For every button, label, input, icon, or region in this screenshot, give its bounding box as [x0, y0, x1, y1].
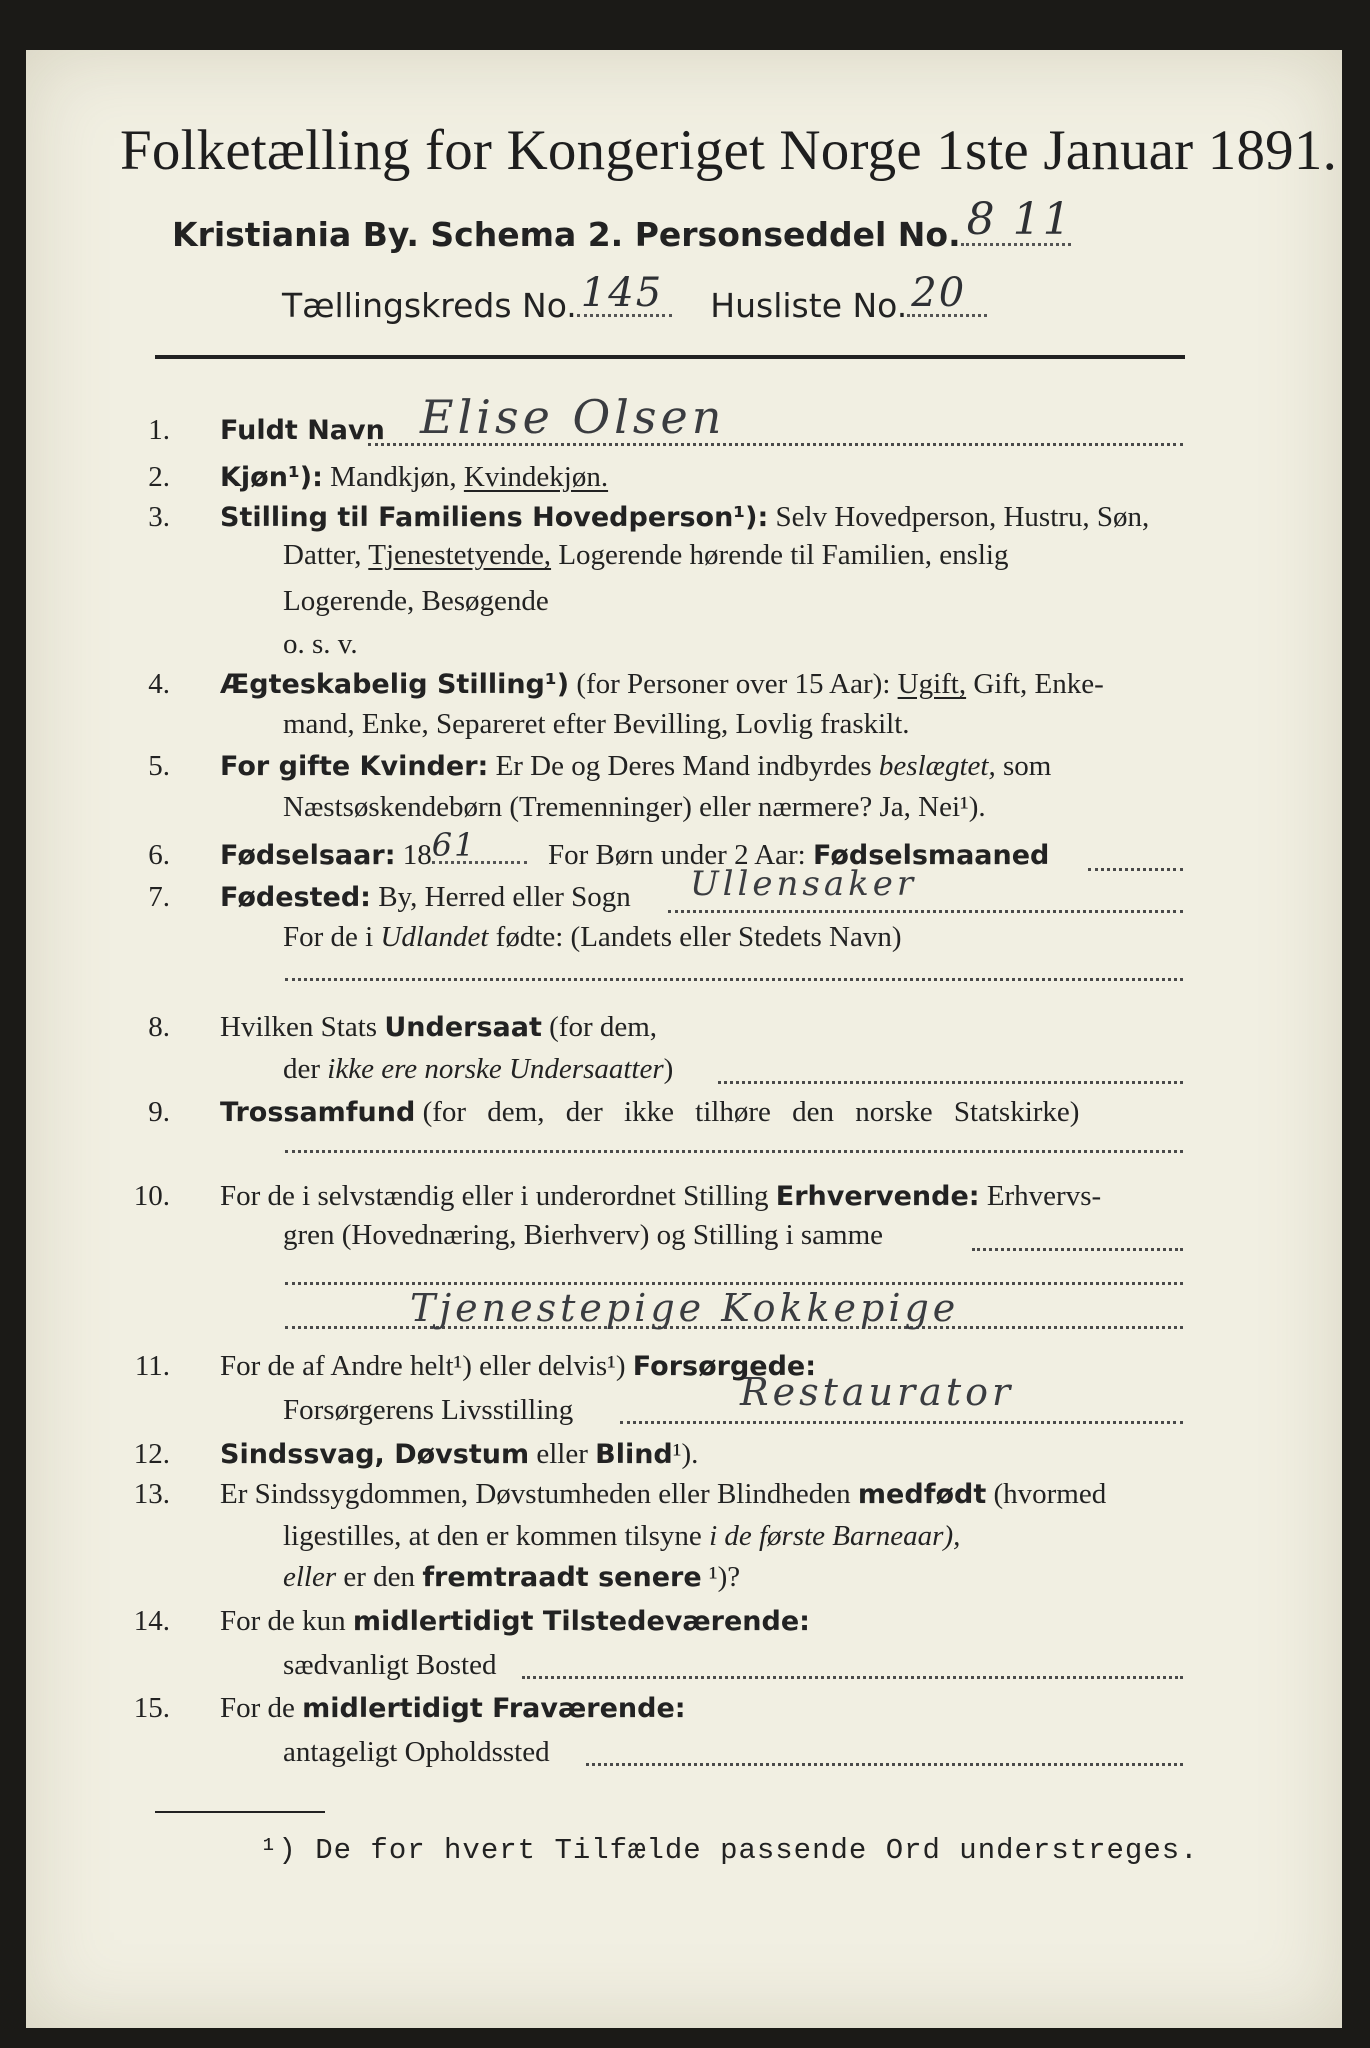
- item-text: [220, 1176, 1101, 1217]
- item-emph: ikke ere norske Undersaatter: [327, 1053, 664, 1085]
- item-text: Forsørgerens Livsstilling: [283, 1394, 574, 1426]
- birth-month-field: [1088, 868, 1183, 871]
- husliste-label: Husliste No.: [710, 286, 908, 325]
- item-options: Logerende hørende til Familien, enslig: [558, 539, 1009, 571]
- item-number: 9.: [148, 1096, 170, 1128]
- husliste-number: 20: [911, 270, 967, 316]
- item-number: 8.: [148, 1011, 170, 1043]
- item-question: Er Sindssygdommen, Døvstumheden eller Blindheden: [220, 1478, 851, 1510]
- option-male: Mandkjøn,: [330, 461, 457, 493]
- item-label: Forsørgede:: [632, 1351, 817, 1382]
- item-label: Trossamfund: [220, 1097, 416, 1128]
- item-footnote-mark: ¹).: [672, 1438, 699, 1470]
- usual-residence-field: [522, 1676, 1183, 1679]
- item-label: Undersaat: [384, 1012, 542, 1043]
- taellingskreds-number: 145: [580, 270, 664, 316]
- item-question: By, Herred eller Sogn: [378, 881, 631, 913]
- item-label: For gifte Kvinder:: [220, 751, 489, 782]
- item-emph: i de første Barneaar),: [709, 1520, 961, 1552]
- item-text: [220, 1346, 816, 1387]
- item-question-end: som: [1002, 750, 1052, 782]
- item-condition: (for dem, der ikke tilhøre den norske Statskirke): [422, 1096, 1080, 1128]
- item-text: [220, 826, 1050, 876]
- birthplace-field: [668, 910, 1183, 913]
- item-number: 3.: [148, 501, 170, 533]
- occupation-answer: Tjenestepige Kokkepige: [410, 1286, 960, 1330]
- item-number: 5.: [148, 750, 170, 782]
- header-rule: [155, 355, 1185, 359]
- item-text: [220, 1601, 810, 1642]
- item-options: Gift, Enke-: [973, 668, 1104, 700]
- foreign-birthplace-field: [285, 978, 1183, 981]
- item-text: [283, 1557, 740, 1598]
- birthplace-answer: Ullensaker: [690, 864, 918, 904]
- item-emph: Udlandet: [380, 921, 489, 953]
- item-number: 4.: [148, 668, 170, 700]
- item-question-end: (hvormed: [993, 1478, 1107, 1510]
- form-title: Folketælling for Kongeriget Norge 1ste Januar 1891.: [120, 119, 1338, 182]
- schema-line: [172, 194, 1073, 254]
- item-text: [220, 877, 631, 918]
- item-condition: der: [283, 1053, 321, 1085]
- item-text: [220, 1092, 1079, 1133]
- item-question-emph: beslægtet,: [878, 750, 996, 782]
- item-emph: eller: [283, 1561, 337, 1593]
- item-label: Erhvervende:: [775, 1181, 980, 1212]
- item-label: Fødselsaar:: [220, 840, 396, 871]
- item-label: Stilling til Familiens Hovedperson¹):: [220, 502, 769, 533]
- occupation-field-2: [285, 1282, 1183, 1285]
- item-question: Hvilken Stats: [220, 1011, 378, 1043]
- item-label: Fødested:: [220, 882, 371, 913]
- item-text: [283, 535, 1009, 575]
- item-text: [220, 1688, 686, 1729]
- religion-field: [285, 1150, 1183, 1153]
- item-label-2: Blind: [595, 1439, 673, 1470]
- husliste-field: [907, 270, 987, 317]
- item-number: 14.: [133, 1605, 170, 1637]
- item-condition: For de i selvstændig eller i underordnet Stilling: [220, 1180, 769, 1212]
- taellingskreds-label: Tællingskreds No.: [282, 286, 577, 325]
- name-answer: Elise Olsen: [420, 390, 726, 444]
- taellingskreds-field: [577, 270, 672, 317]
- footnote-rule: [155, 1811, 325, 1813]
- item-number: 12.: [133, 1438, 170, 1470]
- personseddel-field: [961, 194, 1073, 246]
- item-text: [220, 457, 608, 498]
- item-text: [283, 1516, 960, 1556]
- item-number: 11.: [134, 1350, 170, 1382]
- item-label: Fuldt Navn: [220, 415, 385, 446]
- item-condition: For de i: [283, 921, 374, 953]
- personseddel-number: 8 11: [966, 194, 1073, 245]
- provider-occupation-answer: Restaurator: [740, 1370, 1015, 1414]
- item-label: Sindssvag, Døvstum: [220, 1439, 530, 1470]
- item-number: 13.: [133, 1478, 170, 1510]
- item-text: sædvanligt Bosted: [283, 1649, 497, 1681]
- district-line: [282, 270, 987, 325]
- item-number: 2.: [148, 461, 170, 493]
- item-text: [220, 746, 1051, 787]
- item-text: gren (Hovednæring, Bierhverv) og Stilling i samme: [283, 1219, 884, 1251]
- item-label: midlertidigt Fraværende:: [302, 1693, 686, 1724]
- item-question: fødte: (Landets eller Stedets Navn): [495, 921, 902, 953]
- item-text: o. s. v.: [283, 628, 358, 660]
- item-condition: For de: [220, 1692, 295, 1724]
- item-condition: For de af Andre helt¹) eller delvis¹): [220, 1350, 626, 1382]
- temporary-location-field: [586, 1763, 1183, 1766]
- item-number: 6.: [148, 839, 170, 871]
- provider-occupation-field: [620, 1421, 1183, 1424]
- occupation-field-1: [972, 1248, 1183, 1251]
- birth-year-answer: 61: [431, 826, 477, 864]
- item-text: Logerende, Besøgende: [283, 585, 549, 617]
- item-question: Erhvervs-: [986, 1180, 1102, 1212]
- item-text: [220, 410, 385, 451]
- option-female: Kvindekjøn.: [463, 461, 609, 493]
- item-label: Kjøn¹):: [220, 462, 323, 493]
- item-text: der ikke ere norske Undersaatter): [283, 1053, 674, 1085]
- birth-year-field: [431, 826, 527, 864]
- option-tjenestetyende: Tjenestetyende,: [368, 539, 552, 571]
- item-text: [220, 664, 1104, 705]
- item-text: mand, Enke, Separeret efter Bevilling, Lovlig fraskilt.: [283, 708, 910, 740]
- footnote: ¹) De for hvert Tilfælde passende Ord understreges.: [260, 1834, 1199, 1867]
- item-question: ligestilles, at den er kommen tilsyne: [283, 1520, 702, 1552]
- item-label: Ægteskabelig Stilling¹): [220, 669, 570, 700]
- schema-label: Kristiania By. Schema 2. Personseddel No.: [172, 215, 961, 254]
- item-footnote-mark: ¹)?: [708, 1561, 741, 1593]
- item-label-2: Fødselsmaaned: [813, 840, 1050, 871]
- item-text: Næstsøskendebørn (Tremenninger) eller nærmere? Ja, Nei¹).: [283, 791, 986, 823]
- item-label: midlertidigt Tilstedeværende:: [352, 1606, 810, 1637]
- item-label-2: fremtraadt senere: [422, 1562, 702, 1593]
- item-label: medfødt: [857, 1479, 987, 1510]
- item-connector: eller: [536, 1438, 588, 1470]
- item-options: Selv Hovedperson, Hustru, Søn,: [775, 501, 1150, 533]
- item-number: 1.: [148, 414, 170, 446]
- item-condition: For de kun: [220, 1605, 346, 1637]
- item-number: 7.: [148, 881, 170, 913]
- item-text: [283, 917, 902, 957]
- item-condition: (for dem,: [549, 1011, 658, 1043]
- item-question: er den: [343, 1561, 416, 1593]
- item-text: [220, 1007, 657, 1048]
- year-prefix: 18: [402, 839, 432, 871]
- item-text: [220, 1434, 698, 1475]
- item-number: 15.: [133, 1692, 170, 1724]
- item-text: [220, 497, 1149, 538]
- item-condition: (for Personer over 15 Aar):: [576, 668, 891, 700]
- citizenship-field: [718, 1081, 1183, 1084]
- item-number: 10.: [133, 1180, 170, 1212]
- item-condition: For Børn under 2 Aar:: [548, 839, 806, 871]
- item-question: Er De og Deres Mand indbyrdes: [495, 750, 872, 782]
- option-ugift: Ugift,: [897, 668, 967, 700]
- option-datter: Datter,: [283, 539, 362, 571]
- item-text: [220, 1474, 1106, 1515]
- item-text: antageligt Opholdssted: [283, 1736, 550, 1768]
